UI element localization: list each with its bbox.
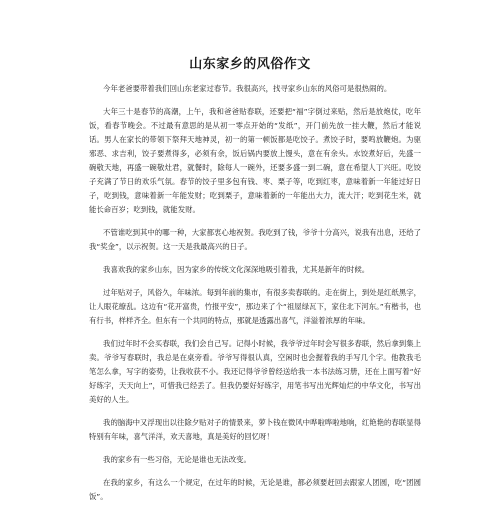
paragraph: 我的脑海中又浮现出以往除夕贴对子的情景来，萝卜钱在微风中哗啦哗啦地响，红艳艳的春联显得特别有年味，喜气洋洋，欢天喜地，真是美好的回忆呀！ [89, 418, 421, 441]
document-body [89, 82, 421, 513]
paragraph: 今年老爸要带着我们回山东老家过春节。我很高兴，找寻家乡山东的风俗可是很热闹的。 [103, 84, 392, 93]
paragraph: 大年三十是春节的高潮，上午，我和爸爸贴春联，还要把“福”字倒过来贴，然后是放炮仗，吃年饭，看春节晚会。不过最有意思的是从初一零点开始的“发纸”，开门前先放一挂大鞭，然后才能说话。男人在家长的带领下祭拜天地神灵，初一的第一顿饭都是吃饺子。煮饺子时，要鸣放鞭炮。为驱邪恶、求吉利，饺子要煮得多，必须有余，饭后锅内要放上馒头，意在有余头。水饺煮好后，先盛一碗敬天地，再盛一碗敬灶君，就餐时，除每人一碗外，还要多盛一到二碗，意在希望人丁兴旺。吃饺子充满了节日的欢乐气氛。春节的饺子里多包有钱、枣、栗子等，吃到红枣，意味着新一年能过好日子，吃到钱，意味着新一年能发财；吃到栗子，意味着新的一年能出大力，流大汗；吃到花生米，就能长命百岁；吃到钱，就能发财。 [89, 107, 421, 214]
paragraph: 过年贴对子，风俗久，年味浓。每到年前的集市，有很多卖春联的。走在街上，到处是红纸黑字，让人眼花缭乱。这边有“花开富贵，竹报平安”，那边来了个“祖屋绿瓦下，家住北下河东。”有楷书，也有行书，样样齐全。但东有一个共同的特点，那就是透露出喜气，洋溢着浓厚的年味。 [89, 288, 421, 325]
paragraph: 我们过年时不会买春联，我们会自己写。记得小时候，我爷爷过年时会写很多春联，然后拿到集上卖。爷爷写春联时，我总是在桌旁看。爷爷写得很认真，空闲时也会握着我的手写几个字。他教我毛笔怎么拿，写字的姿势，让我收获不小。我还记得爷爷曾经送给我一本书法练习册，还在上面写着“好好练字，天天向上”，可惜我已经丢了。但我仍要好好练字，用笔书写出光辉灿烂的中华文化，书写出美好的人生。 [89, 339, 421, 404]
paragraph: 我的家乡有一些习俗，无论是谁也无法改变。 [103, 455, 251, 464]
paragraph: 我喜欢我的家乡山东，因为家乡的传统文化深深地吸引着我，尤其是新年的时候。 [103, 265, 370, 274]
paragraph: 在我的家乡，有这么一个规定，在过年的时候，无论是谁，都必须要赶回去跟家人团圆，吃“团圆饭”。 [89, 478, 421, 501]
paragraph: 不管谁吃到其中的哪一种，大家都衷心地祝贺。我吃到了钱，爷爷十分高兴，说我有出息，还给了我“奖金”，以示祝贺。这一天是我最高兴的日子。 [89, 228, 421, 251]
document-title: 山东家乡的风俗作文 [189, 57, 311, 72]
